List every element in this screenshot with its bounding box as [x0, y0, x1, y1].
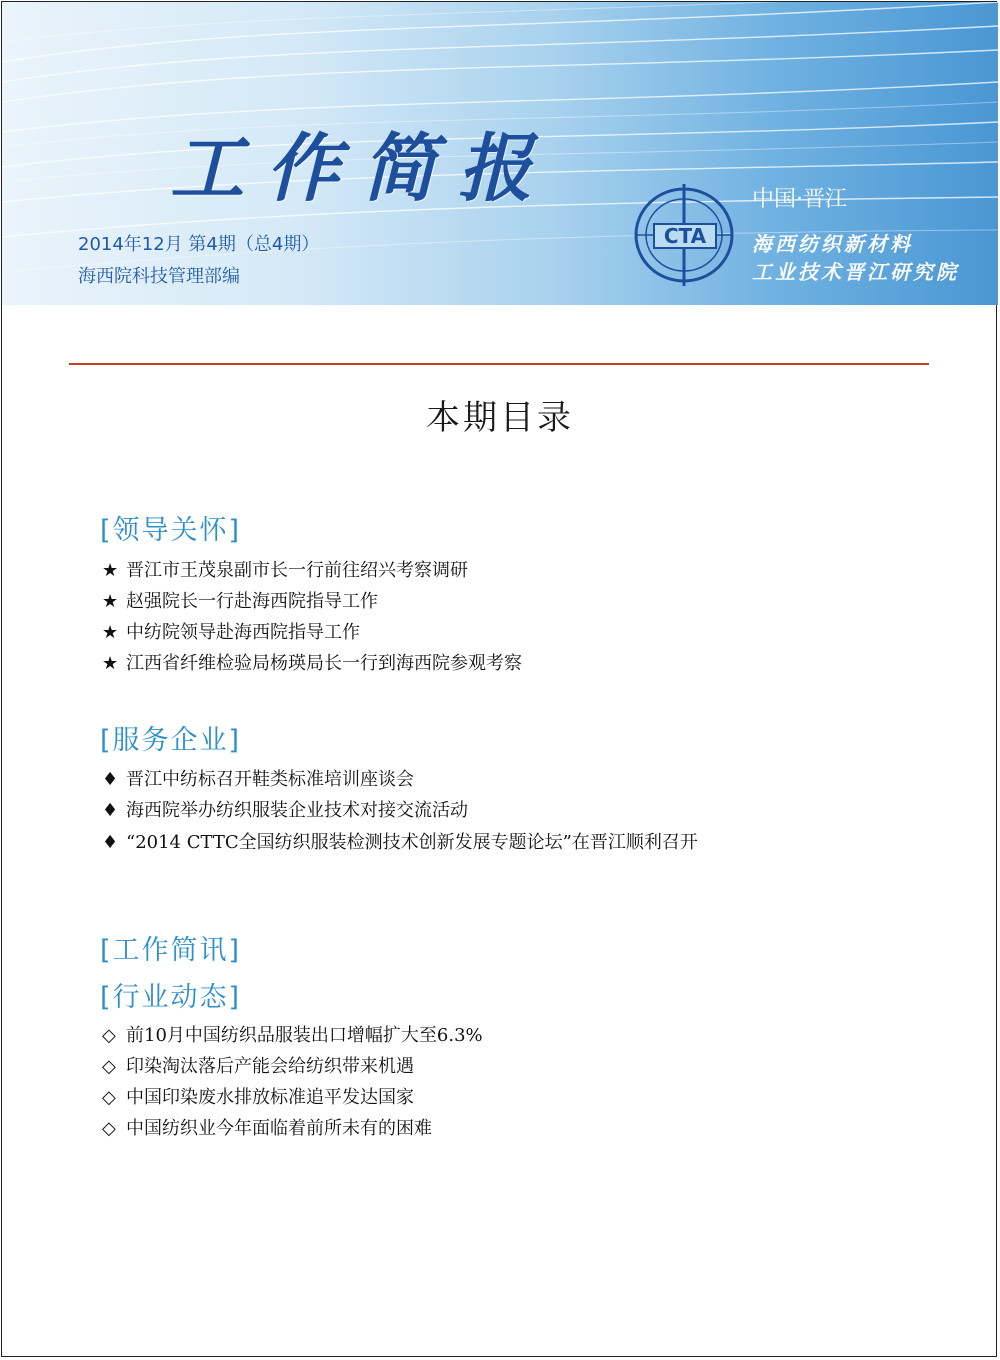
toc-item-text: 印染淘汰落后产能会给纺织带来机遇: [126, 1056, 414, 1077]
hollow-diamond-bullet-icon: ◇: [102, 1025, 116, 1046]
hollow-diamond-bullet-icon: ◇: [102, 1118, 116, 1139]
hollow-diamond-bullet-icon: ◇: [102, 1087, 116, 1108]
diamond-bullet-icon: ♦: [102, 769, 119, 790]
toc-item[interactable]: [102, 1052, 414, 1078]
section-heading-leadership: [领导关怀]: [100, 515, 242, 546]
toc-item-text: 海西院举办纺织服装企业技术对接交流活动: [126, 800, 468, 821]
toc-item[interactable]: [102, 796, 468, 822]
logo-text: CTA: [663, 224, 707, 248]
editor-info: 海西院科技管理部编: [78, 266, 240, 287]
cta-logo: [632, 180, 742, 290]
diamond-bullet-icon: ♦: [102, 800, 119, 821]
toc-item[interactable]: [102, 649, 522, 675]
toc-item-text: 晋江中纺标召开鞋类标准培训座谈会: [126, 769, 414, 790]
star-bullet-icon: ★: [102, 653, 119, 674]
toc-item-text: 晋江市王茂泉副市长一行前往绍兴考察调研: [126, 560, 468, 581]
toc-item-text: 中国纺织业今年面临着前所未有的困难: [126, 1118, 432, 1139]
issue-info: 2014年12月 第4期（总4期）: [78, 234, 320, 255]
toc-item[interactable]: [102, 556, 468, 582]
toc-item[interactable]: [102, 765, 414, 791]
toc-item-text: 中纺院领导赴海西院指导工作: [126, 622, 360, 643]
toc-title: 本期目录: [426, 398, 574, 438]
hollow-diamond-bullet-icon: ◇: [102, 1056, 116, 1077]
star-bullet-icon: ★: [102, 591, 119, 612]
toc-item[interactable]: [102, 1021, 483, 1047]
section-heading-industry-news: [行业动态]: [100, 982, 242, 1013]
toc-item[interactable]: [102, 618, 360, 644]
toc-item[interactable]: [102, 828, 698, 854]
toc-item[interactable]: [102, 1114, 432, 1140]
newsletter-title: 工作简报: [170, 126, 554, 212]
header-banner: [2, 2, 998, 305]
toc-item-text: “2014 CTTC全国纺织服装检测技术创新发展专题论坛”在晋江顺利召开: [126, 832, 698, 853]
toc-item[interactable]: [102, 1083, 414, 1109]
org-name-line1: 海西纺织新材料: [752, 232, 913, 256]
divider-rule: [69, 363, 929, 365]
toc-item-text: 中国印染废水排放标准追平发达国家: [126, 1087, 414, 1108]
section-heading-work-news: [工作简讯]: [100, 935, 242, 966]
org-name-line2: 工业技术晋江研究院: [752, 260, 959, 284]
toc-item-text: 赵强院长一行赴海西院指导工作: [126, 591, 378, 612]
toc-item-text: 前10月中国纺织品服装出口增幅扩大至6.3%: [126, 1025, 483, 1046]
star-bullet-icon: ★: [102, 622, 119, 643]
star-bullet-icon: ★: [102, 560, 119, 581]
section-heading-enterprise-service: [服务企业]: [100, 725, 242, 756]
diamond-bullet-icon: ♦: [102, 832, 119, 853]
toc-item-text: 江西省纤维检验局杨瑛局长一行到海西院参观考察: [126, 653, 522, 674]
org-location: 中国·晋江: [752, 187, 847, 212]
toc-item[interactable]: [102, 587, 378, 613]
